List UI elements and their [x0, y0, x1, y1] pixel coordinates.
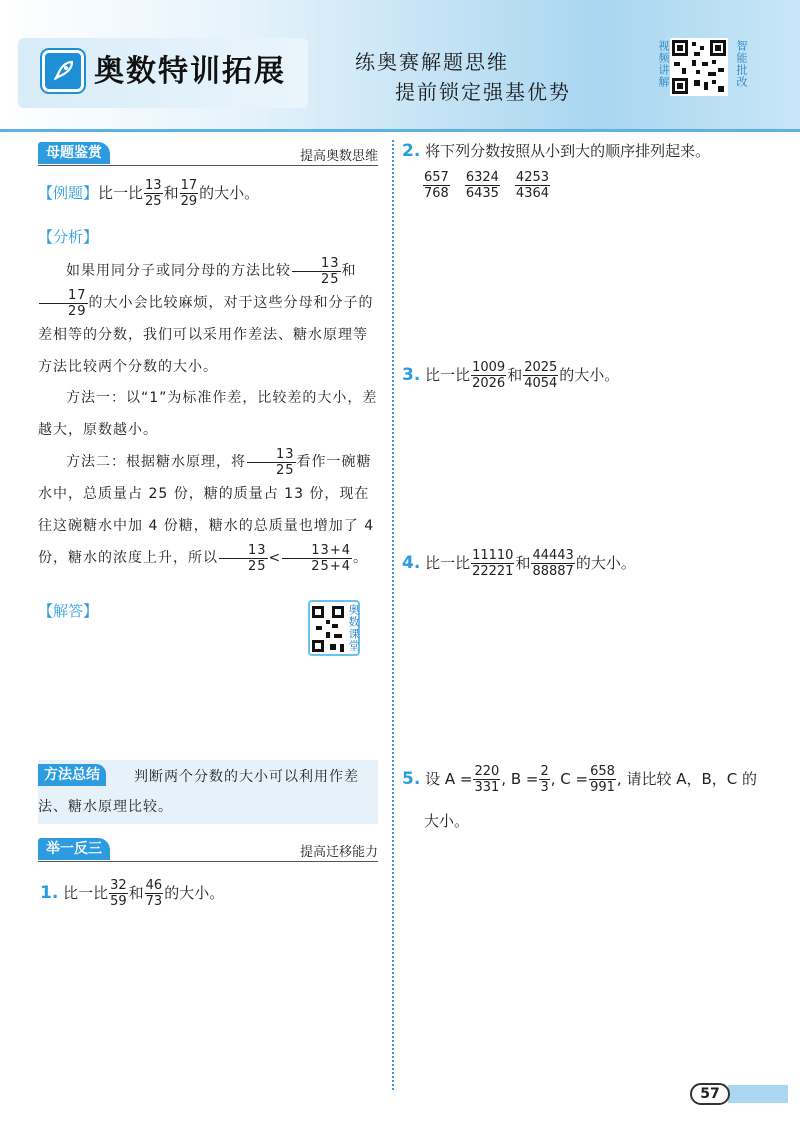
fraction: $\frac{220}{331}$: [474, 764, 500, 795]
section-tag: 举一反三: [38, 838, 110, 860]
column-divider: [392, 140, 394, 1090]
question-4: 4. 比一比 $\frac{11110}{22221}$ 和 $\frac{44443}{88887}$ 的大小。: [402, 548, 636, 579]
method-one-paragraph: 方法一：以“1”为标准作差，比较差的大小，差越大，原数越小。: [38, 390, 378, 438]
question-number: 5.: [402, 769, 421, 789]
section-subtitle: 提高迁移能力: [299, 845, 378, 860]
page-number-bar: [728, 1085, 788, 1103]
question-number: 4.: [402, 553, 421, 573]
slogan-line-1: 练奥赛解题思维: [355, 50, 509, 74]
fraction: $\frac{32}{59}$: [110, 878, 127, 909]
section-header-practice: [38, 838, 378, 862]
question-number: 3.: [402, 365, 421, 385]
qr-label-class: 奥数课堂: [347, 604, 360, 652]
section-tag: 母题鉴赏: [38, 142, 110, 164]
qr-label-video: 视频讲解: [657, 40, 670, 88]
example-problem: 【例题】比一比 $\frac{13}{25}$ 和 $\frac{17}{29}$ 的大小。: [38, 178, 260, 209]
page-title: 奥数特训拓展: [94, 54, 286, 89]
question-2: 2. 将下列分数按照从小到大的顺序排列起来。: [402, 141, 711, 161]
qr-code-icon[interactable]: [308, 600, 360, 656]
fraction: $\frac{17}{29}$: [39, 288, 88, 319]
method-two-paragraph: 方法二：根据糖水原理，将 $\frac{13}{25}$ 看作一碗糖水中，总质量占 25 份，糖的质量占 13 份，现在往这碗糖水中加 4 份糖，糖水的总质量也增加了 4 份，糖水的浓度上升，所以 $\frac{13}{25}$ < $\frac{13+4}{25+4}$ 。: [38, 446, 375, 574]
answer-label: 【解答】: [38, 602, 99, 620]
fraction: $\frac{46}{73}$: [145, 878, 163, 909]
fraction: $\frac{2025}{4054}$: [524, 360, 558, 391]
question-number: 1.: [40, 883, 59, 903]
fraction: $\frac{13}{25}$: [247, 447, 296, 478]
analysis-label: 【分析】: [38, 228, 99, 246]
fraction: $\frac{6324}{6435}$: [465, 170, 499, 201]
fraction: $\frac{17}{29}$: [180, 178, 198, 209]
qr-label-grading: 智能批改: [735, 40, 748, 88]
fraction: $\frac{13}{25}$: [145, 178, 162, 209]
fraction: $\frac{11110}{22221}$: [472, 548, 514, 579]
fraction: $\frac{1009}{2026}$: [472, 360, 506, 391]
slogan-line-2: 提前锁定强基优势: [395, 80, 571, 104]
example-label: 【例题】: [38, 184, 99, 202]
section-header-mother-problem: [38, 142, 378, 166]
method-summary-box: [38, 760, 378, 824]
question-3: 3. 比一比 $\frac{1009}{2026}$ 和 $\frac{2025}{4054}$ 的大小。: [402, 360, 620, 391]
qr-code-icon[interactable]: [670, 38, 728, 96]
fraction: $\frac{13+4}{25+4}$: [282, 543, 352, 574]
fraction: $\frac{13}{25}$: [292, 256, 341, 287]
rocket-icon: [42, 50, 84, 92]
fraction: $\frac{13}{25}$: [219, 543, 268, 574]
section-subtitle: 提高奥数思维: [299, 149, 378, 164]
question-5: 5. 设 A = $\frac{220}{331}$ , B = $\frac{2}{3}$ , C = $\frac{658}{991}$ , 请比较 A，B，C 的: [402, 764, 758, 795]
fraction: $\frac{44443}{88887}$: [532, 548, 574, 579]
summary-tag: 方法总结: [38, 764, 106, 786]
question-2-fractions: [422, 170, 551, 201]
fraction: $\frac{658}{991}$: [590, 764, 615, 795]
fraction: $\frac{4253}{4364}$: [515, 170, 550, 201]
question-5-continuation: 大小。: [424, 812, 470, 830]
summary-text: 判断两个分数的大小可以利用作差法、糖水原理比较。: [38, 769, 359, 815]
analysis-paragraph-1: 如果用同分子或同分母的方法比较 $\frac{13}{25}$ 和 $\frac{17}{29}$ 的大小会比较麻烦，对于这些分母和分子的差相等的分数，我们可以采用作差法、糖水原理等方法比较两个分数的大小。: [38, 255, 374, 375]
question-1: 1. 比一比 $\frac{32}{59}$ 和 $\frac{46}{73}$ 的大小。: [40, 878, 225, 909]
fraction: $\frac{657}{768}$: [424, 170, 449, 201]
question-number: 2.: [402, 141, 421, 161]
page-number: 57: [690, 1083, 730, 1105]
fraction: $\frac{2}{3}$: [540, 764, 549, 795]
